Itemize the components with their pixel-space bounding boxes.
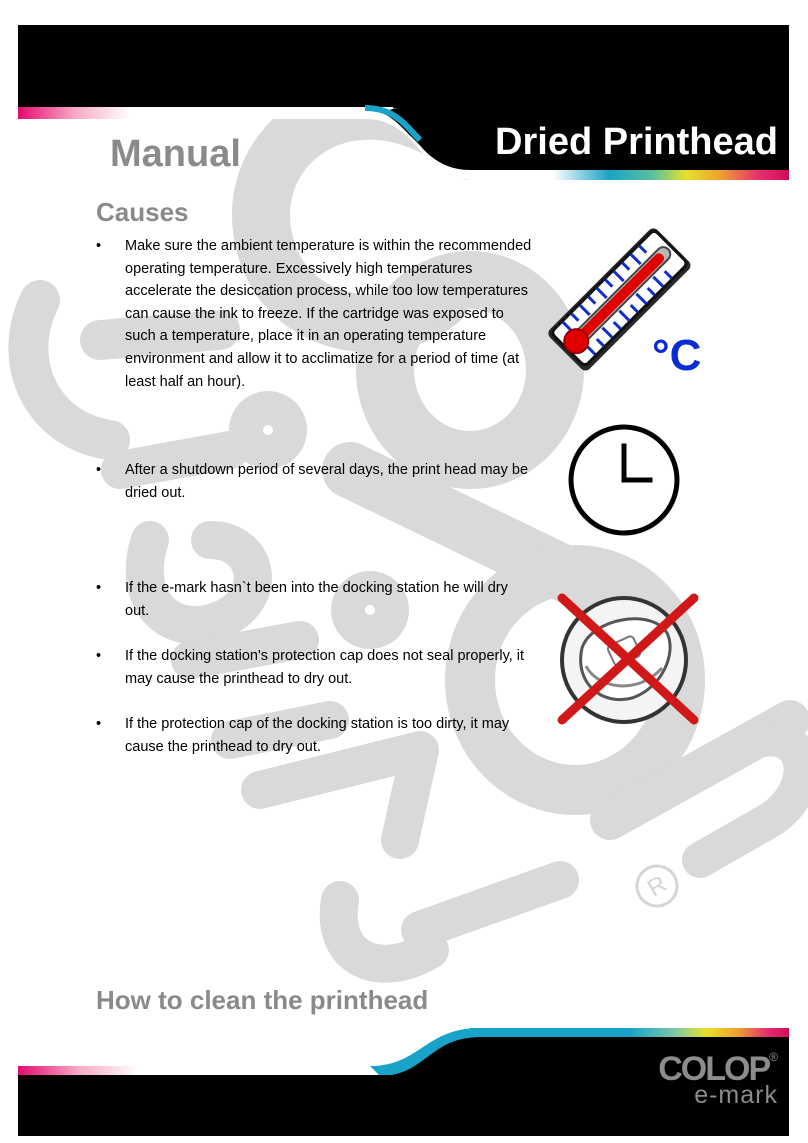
manual-label: Manual <box>110 133 241 175</box>
clock-icon <box>566 422 682 538</box>
page-title: Dried Printhead <box>495 121 778 163</box>
bullet-dot: • <box>96 716 102 732</box>
colop-registered-mark: ® <box>769 1050 778 1064</box>
bullet-item <box>96 235 536 393</box>
bullet-item <box>96 645 536 690</box>
bullet-dot: • <box>96 238 102 254</box>
bullet-text: After a shutdown period of several days, the print head may be dried out. <box>125 462 529 501</box>
bullet-text: If the docking station's protection cap does not seal properly, it may cause the printhead to dry out. <box>125 648 525 687</box>
bullet-text: Make sure the ambient temperature is within the recommended operating temperature. Excessively high temperatures accelerate the desiccation process, while too low temperatures can cause the ink to freeze. If the cartridge was exposed to such a temperature, place it in an operating temperature environment and allow it to acclimatize for a period of time (at least half an hour). <box>125 238 532 390</box>
bullet-item <box>96 577 536 622</box>
crossed-docking-station-icon <box>552 588 704 730</box>
watermark-registered-mark <box>633 862 681 910</box>
bullet-text: If the protection cap of the docking station is too dirty, it may cause the printhead to dry out. <box>125 716 510 755</box>
bullet-text: If the e-mark hasn`t been into the docking station he will dry out. <box>125 580 508 619</box>
bullet-dot: • <box>96 462 102 478</box>
thermometer-unit: °C <box>652 331 702 380</box>
clean-heading: How to clean the printhead <box>96 985 429 1015</box>
bullet-dot: • <box>96 648 102 664</box>
colop-logo-text: COLOP <box>658 1050 770 1088</box>
causes-heading: Causes <box>96 197 189 227</box>
bullet-item <box>96 713 536 758</box>
bullet-item <box>96 459 536 504</box>
emark-logo: e-mark <box>694 1081 778 1109</box>
thermometer-icon <box>548 220 708 380</box>
watermark-r-letter: R <box>642 870 672 903</box>
bullet-dot: • <box>96 580 102 596</box>
